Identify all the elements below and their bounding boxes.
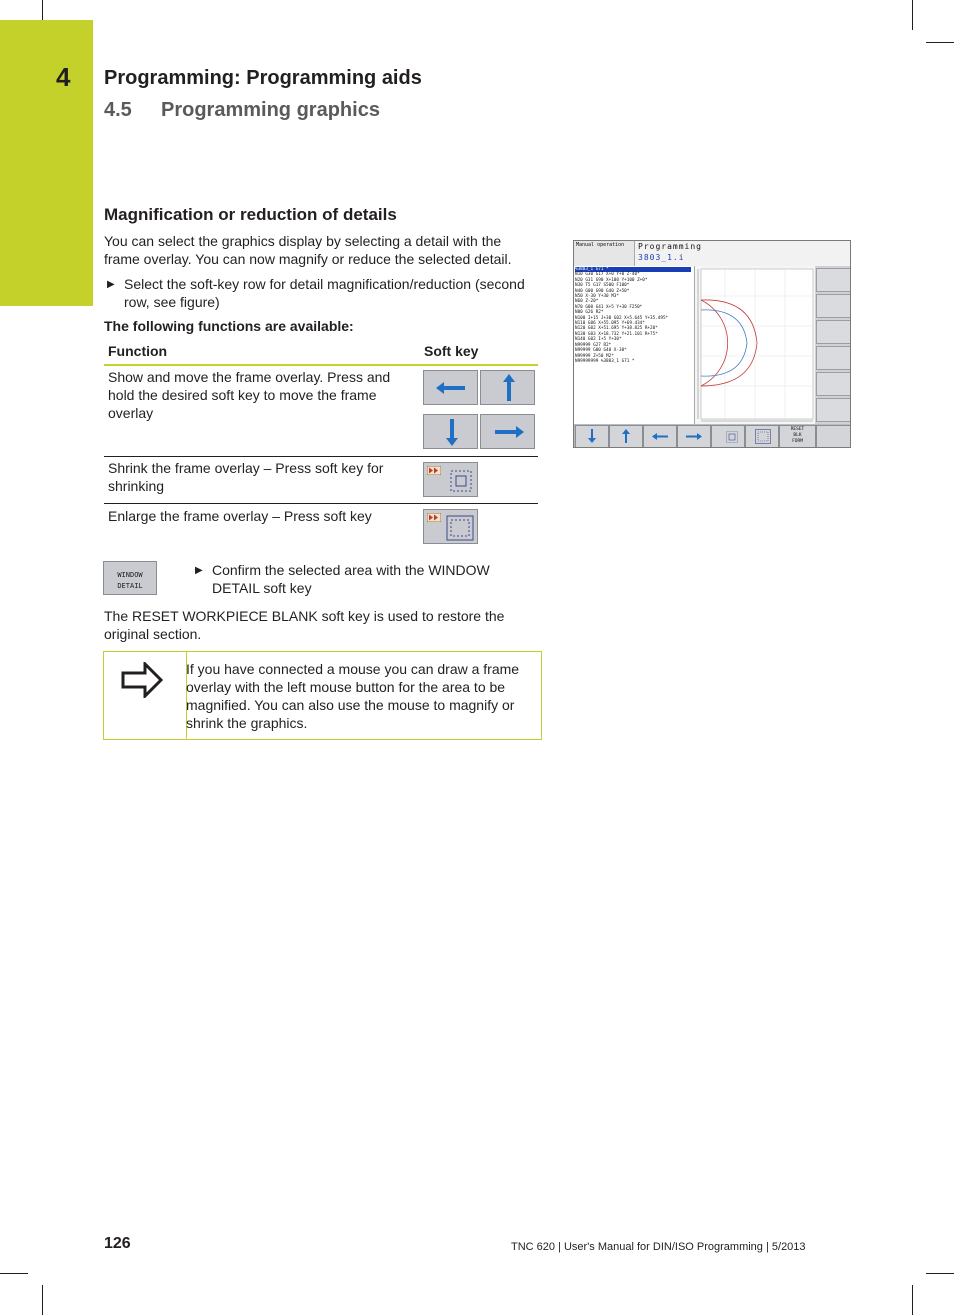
step-2: Confirm the selected area with the WINDOW DETAIL soft key <box>212 562 490 596</box>
arrow-down-icon <box>445 418 459 446</box>
shrink-frame-icon <box>726 431 738 443</box>
program-line: N100 I+15 J+30 G02 X+5.645 Y+35.495* <box>575 315 669 321</box>
arrow-down-softkey[interactable] <box>423 414 478 449</box>
table-header-rule <box>104 364 538 366</box>
arrow-up-icon <box>502 374 516 402</box>
crop-mark <box>0 1273 28 1274</box>
reset-blk-form-softkey[interactable] <box>779 425 816 448</box>
section-number: 4.5 <box>104 99 132 121</box>
vertical-softkey[interactable] <box>816 268 851 292</box>
screen-arrow-up-softkey[interactable] <box>609 425 643 448</box>
note-box <box>103 651 542 740</box>
crop-mark <box>926 1273 954 1274</box>
graphics-window <box>694 266 815 424</box>
fast-forward-icon <box>427 513 441 522</box>
crop-mark <box>912 1285 913 1315</box>
screen-arrow-down-softkey[interactable] <box>575 425 609 448</box>
program-line: N70 G00 G41 X+5 Y+30 F250* <box>575 304 643 310</box>
step-1: Select the soft-key row for detail magnification/reduction (second row, see figure) <box>124 276 525 310</box>
arrow-down-icon <box>588 429 596 443</box>
vertical-softkey[interactable] <box>816 320 851 344</box>
section-title: Programming graphics <box>161 99 380 121</box>
arrow-left-icon <box>436 381 466 395</box>
crop-mark <box>42 1285 43 1315</box>
program-line: N99999 G27 R2* <box>575 342 612 348</box>
vertical-softkey[interactable] <box>816 398 851 422</box>
program-line: N30 T5 G17 S500 F100* <box>575 283 630 289</box>
empty-softkey[interactable] <box>816 425 851 448</box>
reset-label-3: FORM <box>792 439 803 444</box>
arrow-left-softkey[interactable] <box>423 370 478 405</box>
vertical-softkey-bar <box>815 266 851 424</box>
vertical-softkey[interactable] <box>816 372 851 396</box>
program-line: N40 G00 G90 G40 Z+50* <box>575 288 630 294</box>
shrink-frame-softkey[interactable] <box>423 462 478 497</box>
program-line: N99999 G00 G40 X-30* <box>575 348 627 354</box>
reset-paragraph: The RESET WORKPIECE BLANK soft key is used to restore the original section. <box>104 608 505 642</box>
arrow-left-icon <box>652 433 668 440</box>
program-line: N140 G02 I+5 Y+30* <box>575 337 622 343</box>
arrow-right-outline-icon <box>121 662 163 698</box>
reset-label-2: BLK <box>793 433 802 438</box>
table-row-rule <box>104 456 538 457</box>
functions-intro: The following functions are available: <box>104 318 354 334</box>
enlarge-frame-icon <box>446 515 474 541</box>
horizontal-softkey-bar <box>574 424 851 448</box>
reset-label-1: RESET <box>790 427 805 432</box>
table-header-function: Function <box>108 343 168 359</box>
screen-program-name: 3803_1.i <box>638 253 685 262</box>
vertical-softkey[interactable] <box>816 294 851 318</box>
program-line: N80 G26 R2* <box>575 310 604 316</box>
table-row-function: Enlarge the frame overlay – Press soft key <box>108 508 372 524</box>
window-detail-label-2: DETAIL <box>117 582 143 590</box>
screen-shrink-softkey[interactable] <box>711 425 745 448</box>
program-line: N110 G06 X+55.095 Y+69.434* <box>575 321 645 327</box>
program-line: N130 G03 X+18.732 Y+21.101 R+75* <box>575 331 658 337</box>
bullet-triangle-icon: ▶ <box>195 565 203 576</box>
program-line: N120 G02 X+51.695 Y+38.825 R+20* <box>575 326 658 332</box>
program-line: N20 G31 G90 X+100 Y+100 Z+0* <box>575 277 648 283</box>
program-line: N99999999 %3803_1 G71 * <box>575 358 635 364</box>
vertical-softkey[interactable] <box>816 346 851 370</box>
window-detail-softkey[interactable] <box>103 561 157 595</box>
program-line: N10 G30 G17 X+0 Y+0 Z-40* <box>575 272 640 278</box>
footer-text: TNC 620 | User's Manual for DIN/ISO Programming | 5/2013 <box>511 1241 806 1253</box>
control-screenshot <box>573 240 851 448</box>
program-line: N50 X-30 Y+30 M3* <box>575 294 619 300</box>
arrow-up-softkey[interactable] <box>480 370 535 405</box>
table-header-softkey: Soft key <box>424 343 479 359</box>
screen-enlarge-softkey[interactable] <box>745 425 779 448</box>
enlarge-frame-icon <box>755 429 771 444</box>
crop-mark <box>912 0 913 30</box>
crop-mark <box>42 0 43 20</box>
enlarge-frame-softkey[interactable] <box>423 509 478 544</box>
screen-mode-right: Programming <box>638 242 702 251</box>
screen-arrow-left-softkey[interactable] <box>643 425 677 448</box>
bullet-triangle-icon: ▶ <box>107 279 115 290</box>
screen-mode-right-box <box>635 241 850 267</box>
chapter-tab <box>0 20 93 306</box>
program-listing <box>574 266 694 424</box>
program-line: N99999 Z+50 M2* <box>575 353 614 359</box>
chapter-number: 4 <box>56 62 71 92</box>
screen-mode-left: Manual operation <box>576 242 625 248</box>
arrow-right-icon <box>494 425 524 439</box>
program-line: %3803_1 G71 * <box>575 267 609 272</box>
table-row-function: Shrink the frame overlay – Press soft key for shrinking <box>108 460 384 494</box>
screen-mode-left-box <box>574 241 635 267</box>
fast-forward-icon <box>427 466 441 475</box>
table-row-function: Show and move the frame overlay. Press and hold the desired soft key to move the frame overlay <box>108 369 391 421</box>
arrow-up-icon <box>622 429 630 443</box>
screen-arrow-right-softkey[interactable] <box>677 425 711 448</box>
table-row-rule <box>104 503 538 504</box>
graphics-canvas <box>695 266 815 424</box>
note-text: If you have connected a mouse you can draw a frame overlay with the left mouse button for the area to be magnified. You can also use the mouse to magnify or shrink the graphics. <box>186 661 520 731</box>
program-line: N60 Z-20* <box>575 299 599 305</box>
section-heading: Magnification or reduction of details <box>104 205 397 224</box>
program-lines <box>575 267 668 364</box>
arrow-right-icon <box>686 433 702 440</box>
chapter-title: Programming: Programming aids <box>104 67 422 89</box>
page-number: 126 <box>104 1235 131 1252</box>
crop-mark <box>926 42 954 43</box>
intro-paragraph: You can select the graphics display by selecting a detail with the frame overlay. You can now magnify or reduce the selected detail. <box>104 233 512 267</box>
window-detail-label-1: WINDOW <box>117 571 143 579</box>
shrink-frame-icon <box>450 470 472 492</box>
arrow-right-softkey[interactable] <box>480 414 535 449</box>
